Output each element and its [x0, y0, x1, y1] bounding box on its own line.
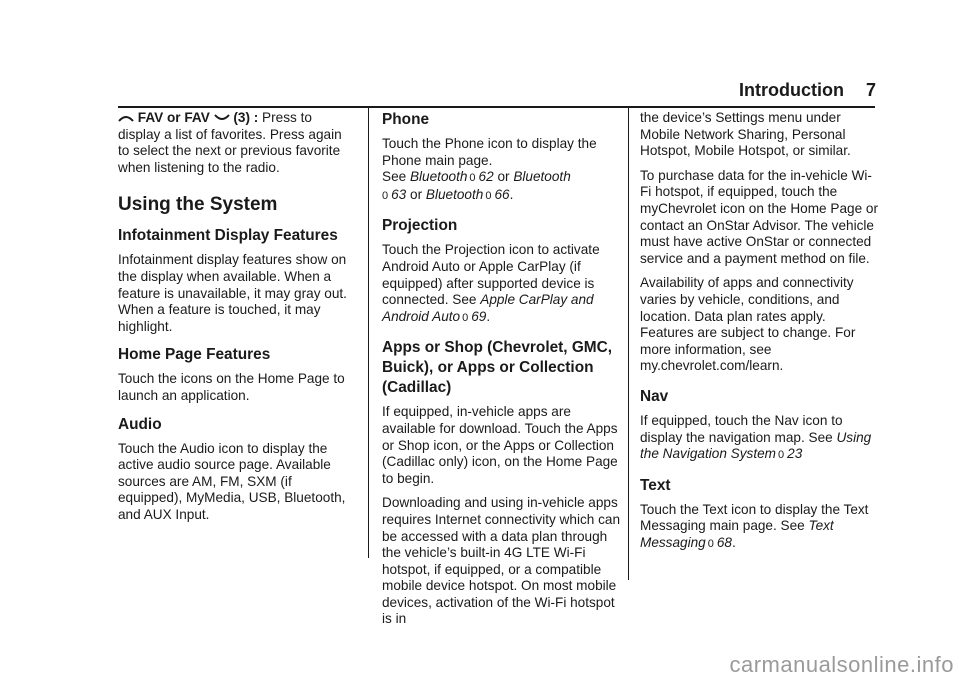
fav-up-icon — [118, 114, 134, 122]
apps-body-1: If equipped, in-vehicle apps are available for download. Touch the Apps or Shop icon, or the Apps or Collection (Cadillac only) icon, on the Home Page to begin. — [382, 404, 618, 486]
text-end: . — [732, 534, 736, 550]
page-ref-symbol: 0 — [707, 537, 714, 550]
column-1 — [118, 110, 356, 532]
column-divider — [368, 108, 369, 558]
column-divider — [628, 108, 629, 580]
phone-heading: Phone — [382, 111, 430, 128]
fav-label-b: (3) : — [233, 110, 259, 125]
infotainment-body: Infotainment display features show on the display when available. When a feature is unavailable, it may gray out. When a feature is touched, it may highlight. — [118, 252, 347, 334]
fav-label-a: FAV or FAV — [137, 110, 210, 125]
nav-heading: Nav — [640, 387, 669, 405]
audio-body: Touch the Audio icon to display the active audio source page. Available sources are AM, FM, SXM (if equipped), MyMedia, USB, Bluetooth, and AUX Input. — [118, 440, 346, 522]
home-heading: Home Page Features — [118, 346, 271, 364]
fav-paragraph — [118, 110, 356, 176]
text-heading: Text — [640, 476, 671, 494]
projection-body — [382, 242, 620, 326]
page-header — [600, 80, 876, 101]
home-body: Touch the icons on the Home Page to launch an application. — [118, 371, 345, 403]
page-ref-symbol: 0 — [382, 189, 389, 202]
nav-text: If equipped, touch the Nav icon to display the navigation map. See — [640, 412, 843, 445]
phone-text: Touch the Phone icon to display the Phone main page. — [382, 136, 597, 168]
phone-see: See — [382, 169, 410, 185]
bluetooth-link-1[interactable]: Bluetooth — [409, 169, 468, 185]
column-2 — [382, 110, 620, 636]
page-ref-symbol: 0 — [469, 172, 476, 185]
projection-heading: Projection — [382, 217, 458, 235]
phone-or: or — [406, 186, 426, 202]
bluetooth-page-2[interactable]: 63 — [391, 186, 407, 202]
phone-end: . — [509, 186, 514, 202]
phone-or: or — [493, 169, 514, 185]
nav-body — [640, 413, 878, 464]
fav-down-icon — [214, 114, 230, 122]
projection-text: Touch the Projection icon to activate Android Auto or Apple CarPlay (if equipped) after supported device is connected. See — [382, 242, 600, 308]
navigation-link[interactable]: Using the Navigation System — [640, 429, 872, 462]
text-messaging-link[interactable]: Text Messaging — [640, 518, 834, 550]
header-title: Introduction — [739, 80, 844, 100]
text-body — [640, 502, 878, 553]
page-number: 7 — [865, 80, 876, 100]
availability-body: Availability of apps and connectivity varies by vehicle, conditions, and location. Data plan rates apply. Features are subject to change. For more information, see my.chevrolet.com/learn. — [640, 275, 856, 374]
watermark: carmanualsonline.info — [729, 652, 954, 677]
carplay-link[interactable]: Apple CarPlay and Android Auto — [382, 292, 594, 324]
section-title: Using the System — [118, 194, 278, 216]
bluetooth-page-1[interactable]: 62 — [478, 169, 494, 185]
page-ref-symbol: 0 — [485, 189, 492, 202]
header-rule — [118, 106, 875, 108]
fav-body: Press to display a list of favorites. Press again to select the next or previous favorite when listening to the radio. — [118, 110, 342, 175]
navigation-page[interactable]: 23 — [787, 446, 803, 462]
purchase-body: To purchase data for the in-vehicle Wi-Fi hotspot, if equipped, touch the myChevrolet icon on the Home Page or contact an OnStar Advisor. The vehicle must have active OnStar or connected service and a payment method on file. — [640, 167, 879, 266]
bluetooth-link-3[interactable]: Bluetooth — [425, 186, 484, 202]
continued-body: the device’s Settings menu under Mobile Network Sharing, Personal Hotspot, Mobile Hotspot, or similar. — [640, 110, 851, 159]
text-messaging-page[interactable]: 68 — [716, 534, 732, 550]
apps-heading: Apps or Shop (Chevrolet, GMC, Buick), or Apps or Collection (Cadillac) — [382, 339, 613, 397]
phone-body — [382, 136, 620, 204]
infotainment-heading: Infotainment Display Features — [118, 227, 338, 245]
text-text: Touch the Text icon to display the Text Messaging main page. See — [640, 501, 869, 534]
bluetooth-link-2[interactable]: Bluetooth — [513, 169, 571, 185]
carplay-page[interactable]: 69 — [471, 308, 487, 324]
column-3 — [640, 110, 878, 560]
apps-body-2: Downloading and using in-vehicle apps requires Internet connectivity which can be accessed with a data plan through the vehicle’s built-in 4G LTE Wi-Fi hotspot, if equipped, or a compatible mobile device hotspot. On most mobile devices, activation of the Wi-Fi hotspot is in — [382, 495, 621, 627]
page-ref-symbol: 0 — [778, 449, 785, 462]
projection-end: . — [486, 308, 491, 324]
audio-heading: Audio — [118, 415, 162, 433]
page-ref-symbol: 0 — [462, 311, 469, 324]
bluetooth-page-3[interactable]: 66 — [494, 186, 510, 202]
